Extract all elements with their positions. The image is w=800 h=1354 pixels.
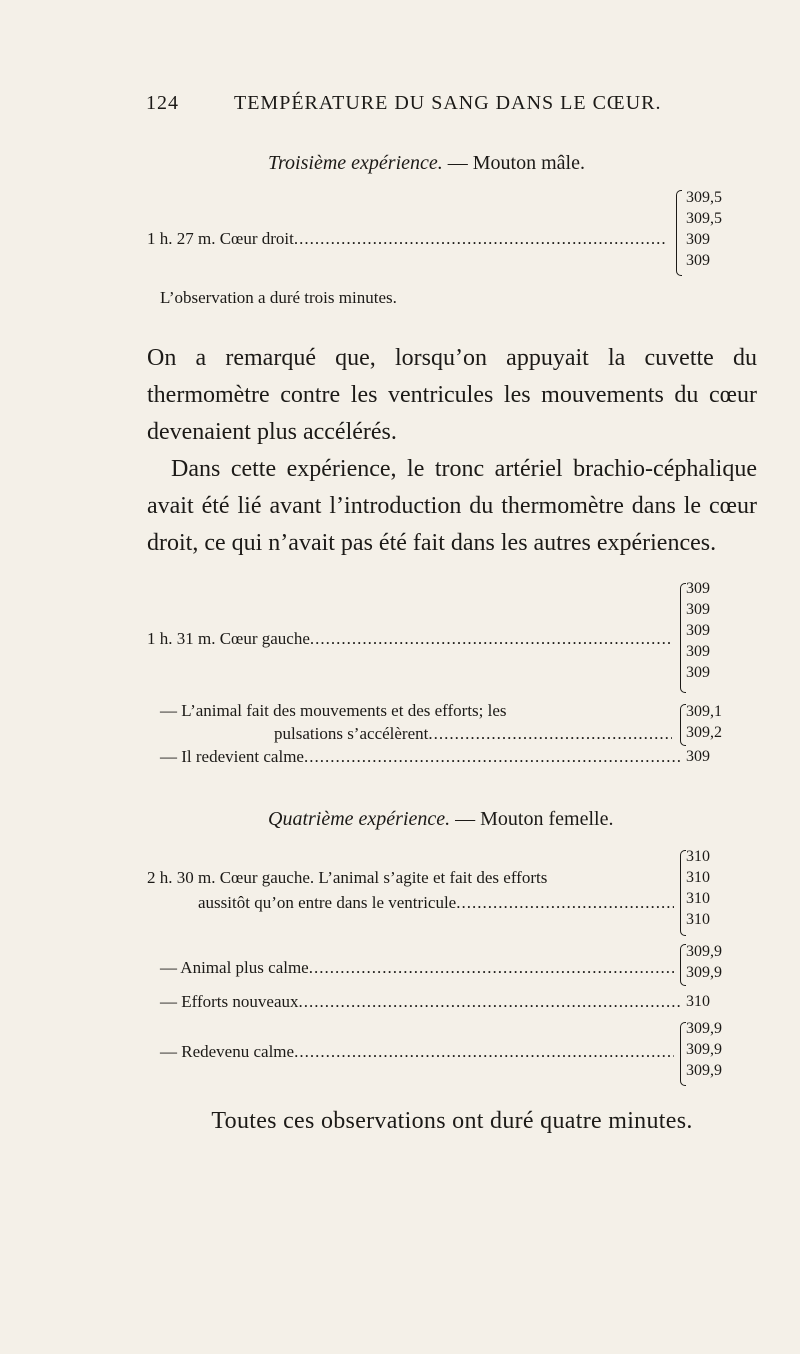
experiment-3-heading-rest: — Mouton mâle. [442,152,585,174]
exp4-row3-value [686,991,710,1012]
value: 309,1 [686,703,722,720]
experiment-3-heading-italic: Troisième expérience. [268,152,443,174]
leader-dots [456,893,674,913]
value: 309,5 [686,210,722,227]
row-label: — Il redevient calme [160,747,304,766]
value: 310 [686,911,710,928]
leader-dots [310,629,672,649]
row-label: — Redevenu calme [160,1042,295,1061]
value: 309 [686,601,710,618]
leader-dots [304,747,680,767]
exp4-row2-values [686,941,722,983]
leader-dots [428,724,672,744]
conclusion-text: Toutes ces observations ont duré quatre minutes. [211,1108,693,1134]
page-number: 124 [146,92,179,114]
value: 309,9 [686,1041,722,1058]
duration-text: L’observation a duré trois minutes. [160,288,397,307]
row-label: aussitôt qu’on entre dans le ventricule [198,893,457,912]
row-label: 2 h. 30 m. Cœur gauche. L’animal s’agite et fait des efforts [147,868,548,887]
experiment-4-heading-rest: — Mouton femelle. [450,808,614,830]
value: 310 [686,890,710,907]
exp4-row1-values [686,846,710,930]
exp4-row3 [160,992,680,1012]
value: 309,9 [686,1062,722,1079]
brace [676,190,682,276]
value: 309 [686,664,710,681]
value: 310 [686,993,710,1010]
leader-dots [299,992,681,1012]
value: 309 [686,622,710,639]
exp3b-row3-value [686,746,710,767]
exp4-row1-line1 [147,868,547,888]
paragraph: Dans cette expérience, le tronc artériel brachio-céphalique avait été lié avant l’introduction du thermomètre dans le cœur droit, ce qui n’avait pas été fait dans les autres expériences. [147,456,757,556]
row-label: — L’animal fait des mouvements et des efforts; les [160,701,507,720]
row-label: 1 h. 31 m. Cœur gauche [147,629,310,648]
experiment-4-heading-italic: Quatrième expérience. [268,808,451,830]
value: 310 [686,869,710,886]
value: 309 [686,580,710,597]
value: 309 [686,748,710,765]
value: 309,2 [686,724,722,741]
paragraph: On a remarqué que, lorsqu’on appuyait la cuvette du thermomètre contre les ventricules les mouvements du cœur devenaient plus accélérés. [147,345,757,445]
leader-dots [309,958,674,978]
body-text [147,340,757,562]
exp3-duration [160,288,397,308]
exp3b-row2-values [686,701,722,743]
exp3-values [686,187,722,271]
exp4-row4-values [686,1018,722,1081]
exp3-row-text: 1 h. 27 m. Cœur droit [147,229,294,248]
exp3b-row3 [160,747,680,767]
exp4-row1-line2 [198,893,674,913]
exp3-row-label [147,229,667,249]
value: 310 [686,848,710,865]
exp3b-row1-values [686,578,710,683]
row-label: — Efforts nouveaux [160,992,299,1011]
value: 309 [686,643,710,660]
leader-dots [294,229,667,249]
value: 309,9 [686,943,722,960]
exp3b-row1 [147,629,672,649]
value: 309,5 [686,189,722,206]
value: 309,9 [686,1020,722,1037]
running-title: TEMPÉRATURE DU SANG DANS LE CŒUR. [234,92,662,114]
value: 309 [686,231,710,248]
value: 309 [686,252,710,269]
experiment-4-heading [268,808,613,831]
exp4-row2 [160,958,674,978]
row-label: — Animal plus calme [160,958,309,977]
exp3b-row2-line2 [274,724,672,744]
value: 309,9 [686,964,722,981]
experiment-3-heading [268,152,585,175]
exp3b-row2-line1 [160,701,507,721]
exp4-row4 [160,1042,674,1062]
row-label: pulsations s’accélèrent [274,724,429,743]
leader-dots [294,1042,674,1062]
